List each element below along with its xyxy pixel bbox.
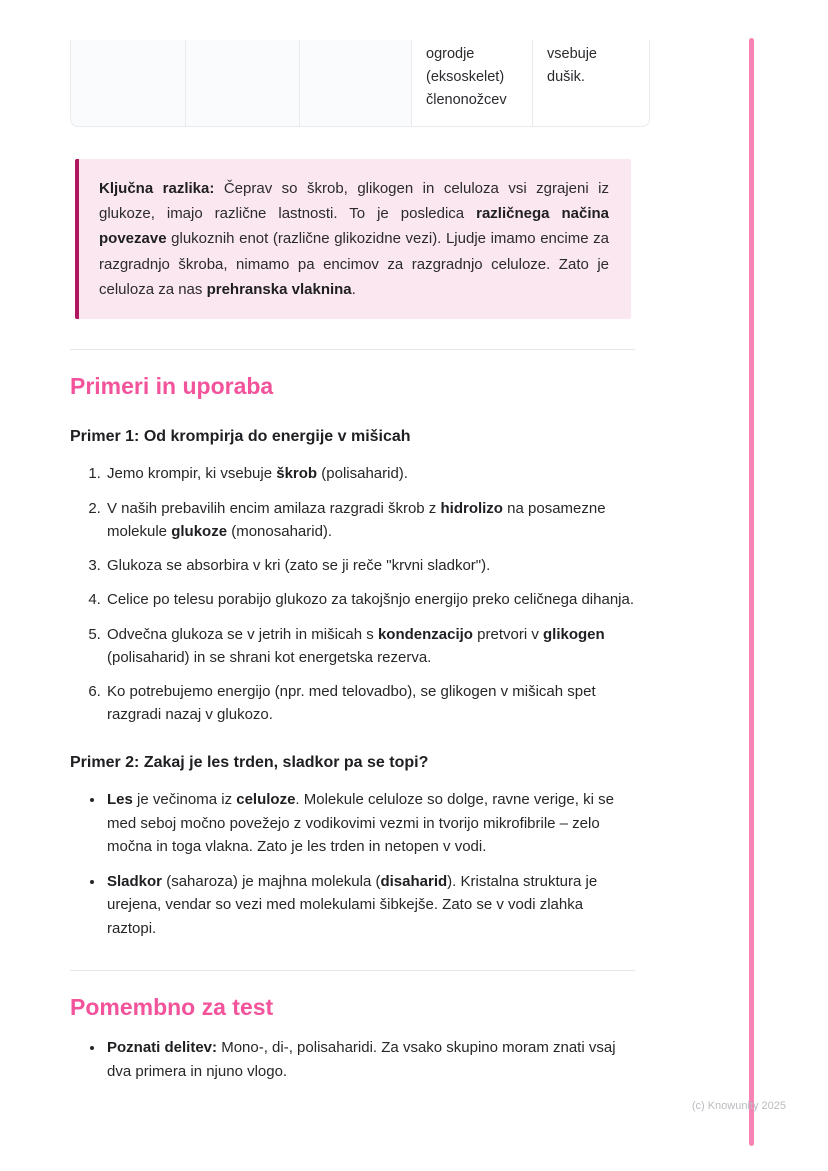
table-cell xyxy=(70,40,186,127)
example2-title: Primer 2: Zakaj je les trden, sladkor pa se topi? xyxy=(70,753,429,771)
list-item: 6. Ko potrebujemo energijo (npr. med telovadbo), se glikogen v mišicah spet razgradi nazaj v glukozo. xyxy=(105,680,636,727)
data-table xyxy=(70,40,650,127)
test-bullet-list xyxy=(70,1036,636,1083)
table-cell: ogrodje (eksoskelet) členonožcev xyxy=(412,40,533,127)
key-difference-callout: Ključna razlika: Čeprav so škrob, glikogen in celuloza vsi zgrajeni iz glukoze, imajo različne lastnosti. To je posledica različnega načina povezave glukoznih enot (različne glikozidne vezi). Ljudje imamo encime za razgradnjo škroba, nimamo pa encimov za razgradnjo celuloze. Zato je celuloza za nas prehranska vlaknina. xyxy=(75,159,631,319)
table-cell: vsebuje dušik. xyxy=(533,40,650,127)
list-item: • Poznati delitev: Mono-, di-, polisaharidi. Za vsako skupino moram znati vsaj dva primera in njuno vlogo. xyxy=(105,1036,636,1083)
copyright-footer: (c) Knowunity 2025 xyxy=(691,1100,786,1112)
list-item: 3. Glukoza se absorbira v kri (zato se ji reče "krvni sladkor"). xyxy=(105,554,636,577)
divider xyxy=(70,349,635,350)
list-item: • Les je večinoma iz celuloze. Molekule celuloze so dolge, ravne verige, ki se med seboj močno povežejo z vodikovimi vezmi in tvorijo mikrofibrile – zelo močna in toga vlakna. Zato je les trden in netopen v vodi. xyxy=(105,788,636,858)
list-item: 4. Celice po telesu porabijo glukozo za takojšnjo energijo preko celičnega dihanja. xyxy=(105,588,636,611)
list-item: 1. Jemo krompir, ki vsebuje škrob (polisaharid). xyxy=(105,462,636,485)
list-item: • Sladkor (saharoza) je majhna molekula (disaharid). Kristalna struktura je urejena, vendar so vezi med molekulami šibkejše. Zato se v vodi zlahka raztopi. xyxy=(105,870,636,940)
document-page xyxy=(70,40,636,1095)
example1-steps-list xyxy=(70,462,636,726)
example1-title: Primer 1: Od krompirja do energije v mišicah xyxy=(70,427,411,445)
table-cell xyxy=(186,40,300,127)
section-heading-test: Pomembno za test xyxy=(70,993,274,1020)
section-heading-examples: Primeri in uporaba xyxy=(70,372,274,399)
list-item: 5. Odvečna glukoza se v jetrih in mišicah s kondenzacijo pretvori v glikogen (polisaharid) in se shrani kot energetska rezerva. xyxy=(105,623,636,670)
page-edge-stripe xyxy=(749,38,754,1146)
example2-bullet-list xyxy=(70,788,636,940)
list-item: 2. V naših prebavilih encim amilaza razgradi škrob z hidrolizo na posamezne molekule glukoze (monosaharid). xyxy=(105,497,636,544)
divider xyxy=(70,970,635,971)
table-cell xyxy=(300,40,412,127)
table-row xyxy=(70,40,650,127)
